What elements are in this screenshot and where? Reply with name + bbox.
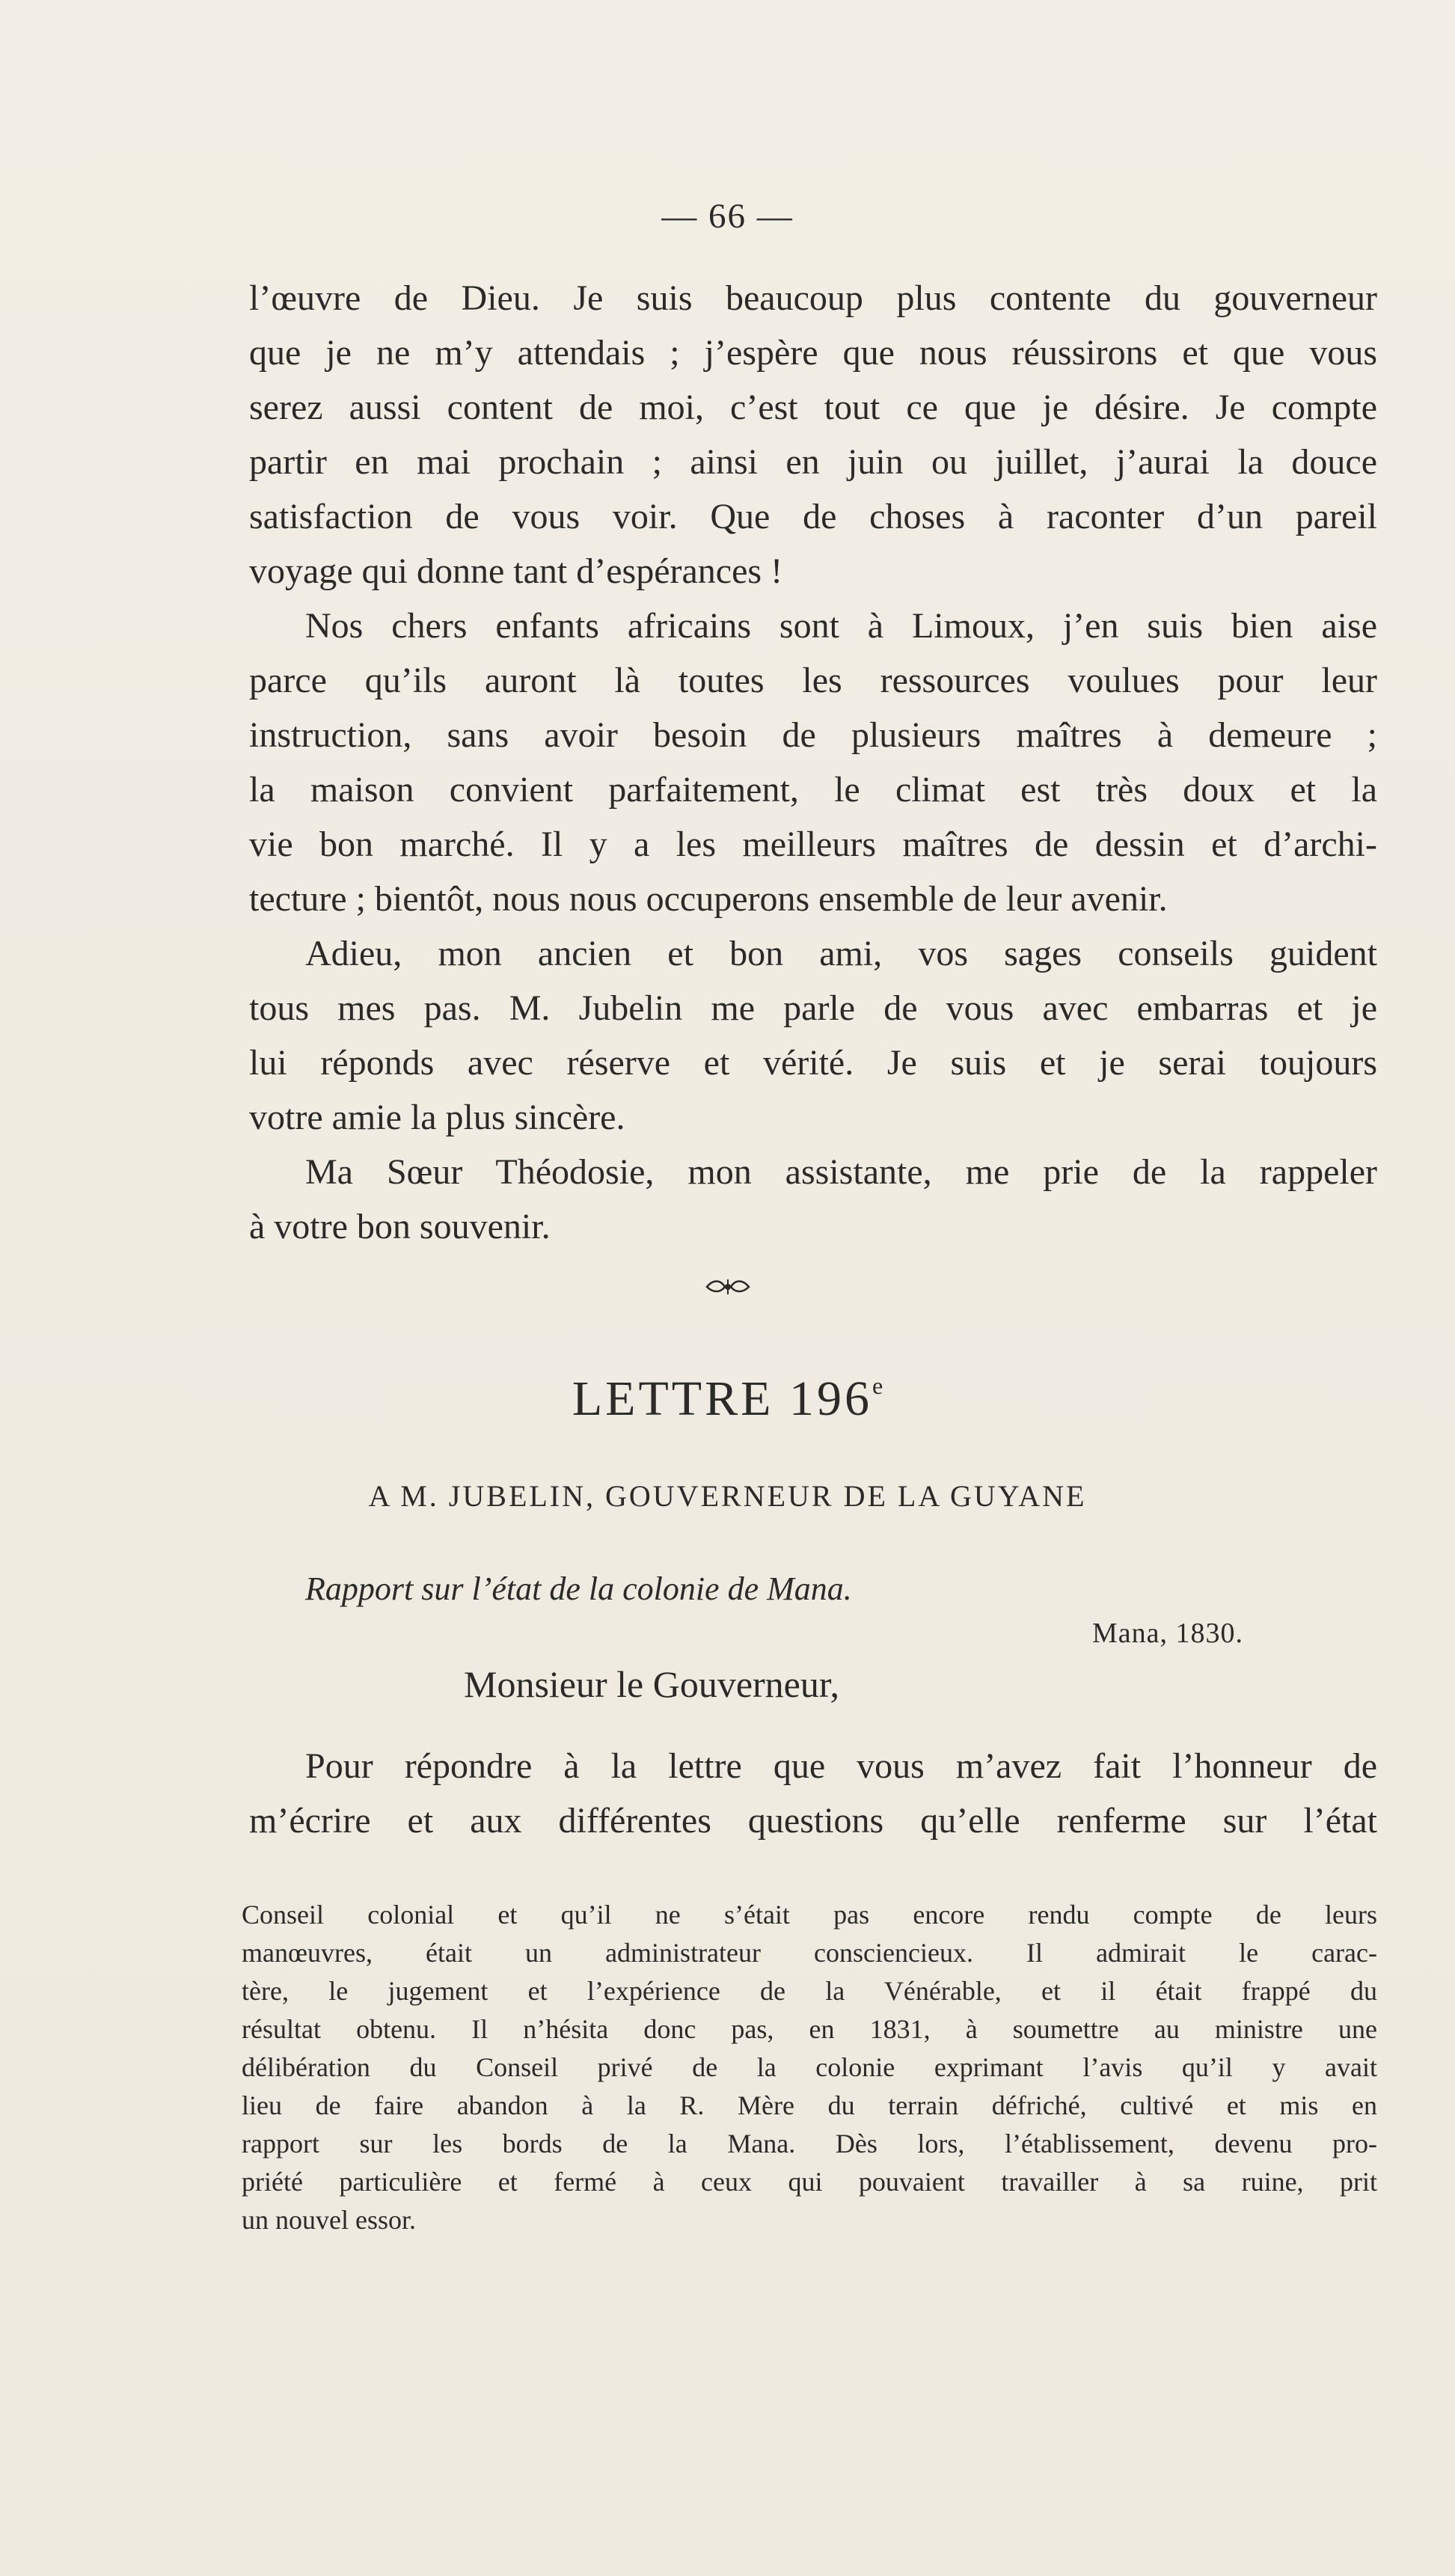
letter-body-new: [249, 1739, 1377, 1848]
letter-salutation: Monsieur le Gouverneur,: [464, 1663, 840, 1705]
body-line-1: Pour répondre à la lettre que vous m’avez fait l’honneur de: [305, 1746, 1377, 1786]
letter-place-date: Mana, 1830.: [1092, 1618, 1244, 1649]
body-line-12: tecture ; bientôt, nous nous occuperons ensemble de leur avenir.: [249, 879, 1168, 919]
footnote-line-6: lieu de faire abandon à la R. Mère du terrain défriché, cultivé et mis en: [242, 2090, 1377, 2120]
footnote: [242, 1896, 1377, 2239]
letter-body-continued: [249, 271, 1377, 1254]
letter-title-superscript: e: [872, 1372, 883, 1399]
body-line-5: satisfaction de vous voir. Que de choses à raconter d’un pareil: [249, 497, 1377, 536]
body-line-2: que je ne m’y attendais ; j’espère que nous réussirons et que vous: [249, 333, 1377, 373]
body-line-2: m’écrire et aux différentes questions qu’elle renferme sur l’état: [249, 1801, 1377, 1841]
footnote-line-9: un nouvel essor.: [242, 2205, 416, 2235]
footnote-line-2: manœuvres, était un administrateur consciencieux. Il admirait le carac-: [242, 1938, 1377, 1968]
letter-title-text: LETTRE 196: [572, 1371, 872, 1426]
footnote-line-4: résultat obtenu. Il n’hésita donc pas, en 1831, à soumettre au ministre une: [242, 2014, 1377, 2044]
body-line-4: partir en mai prochain ; ainsi en juin ou juillet, j’aurai la douce: [249, 442, 1377, 482]
body-line-8: parce qu’ils auront là toutes les ressources voulues pour leur: [249, 661, 1377, 700]
body-line-7: Nos chers enfants africains sont à Limoux, j’en suis bien aise: [305, 606, 1377, 646]
body-line-3: serez aussi content de moi, c’est tout ce que je désire. Je compte: [249, 388, 1377, 427]
body-line-16: votre amie la plus sincère.: [249, 1098, 625, 1137]
ornament-glyph: [704, 1276, 752, 1297]
floral-ornament-icon: [0, 1272, 1455, 1305]
body-line-11: vie bon marché. Il y a les meilleurs maîtres de dessin et d’archi-: [249, 824, 1377, 864]
body-line-17: Ma Sœur Théodosie, mon assistante, me prie de la rappeler: [305, 1152, 1377, 1192]
footnote-line-3: tère, le jugement et l’expérience de la Vénérable, et il était frappé du: [242, 1976, 1377, 2006]
letter-title: [0, 1371, 1455, 1428]
body-line-1: l’œuvre de Dieu. Je suis beaucoup plus contente du gouverneur: [249, 278, 1377, 318]
letter-subject: Rapport sur l’état de la colonie de Mana.: [305, 1570, 852, 1607]
footnote-line-7: rapport sur les bords de la Mana. Dès lors, l’établissement, devenu pro-: [242, 2129, 1377, 2159]
letter-recipient: A M. JUBELIN, GOUVERNEUR DE LA GUYANE: [368, 1479, 1087, 1513]
footnote-line-5: délibération du Conseil privé de la colonie exprimant l’avis qu’il y avait: [242, 2052, 1377, 2082]
footnote-line-8: priété particulière et fermé à ceux qui pouvaient travailler à sa ruine, prit: [242, 2167, 1377, 2197]
body-line-18: à votre bon souvenir.: [249, 1207, 551, 1246]
body-line-14: tous mes pas. M. Jubelin me parle de vous avec embarras et je: [249, 988, 1377, 1028]
body-line-13: Adieu, mon ancien et bon ami, vos sages conseils guident: [305, 934, 1377, 973]
page-number: — 66 —: [661, 197, 794, 236]
body-line-15: lui réponds avec réserve et vérité. Je suis et je serai toujours: [249, 1043, 1377, 1083]
body-line-6: voyage qui donne tant d’espérances !: [249, 551, 783, 591]
footnote-line-1: Conseil colonial et qu’il ne s’était pas encore rendu compte de leurs: [242, 1900, 1377, 1930]
body-line-9: instruction, sans avoir besoin de plusieurs maîtres à demeure ;: [249, 715, 1377, 755]
body-line-10: la maison convient parfaitement, le climat est très doux et la: [249, 770, 1377, 810]
